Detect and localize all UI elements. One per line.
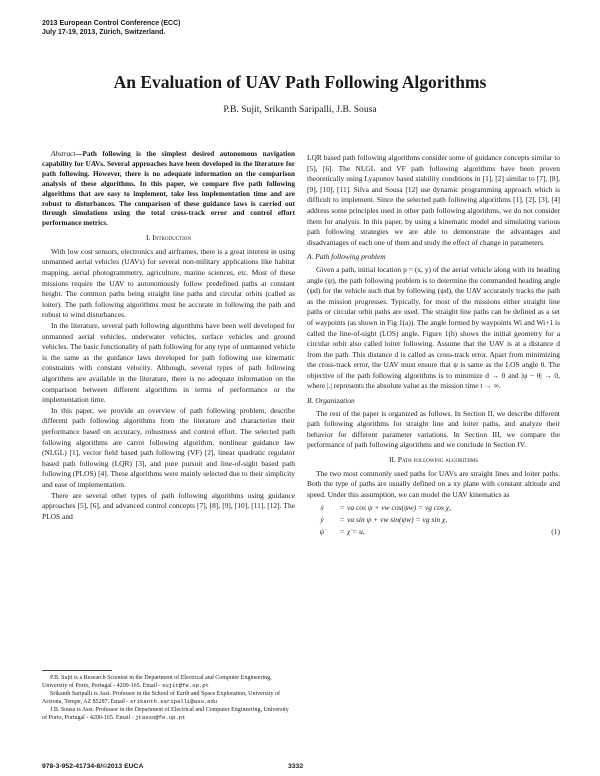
footnote: Srikanth Saripalli is Asst. Professor in the School of Earth and Space Exploration, University of Arizona, Tempe, AZ 85287. Email - srikanth.saripalli@asu.edu	[42, 691, 280, 706]
paper-authors: P.B. Sujit, Srikanth Saripalli, J.B. Sousa	[223, 104, 377, 115]
conference-date-place: July 17-19, 2013, Zürich, Switzerland.	[42, 29, 166, 36]
section-heading-introduction: I. Introduction	[146, 233, 191, 243]
organization-paragraph: The rest of the paper is organized as follows. In Section II, we describe different path following algorithms for straight line and loiter paths, and analyze their behavior for different parameter variations. In Section III, we compare the performance of path following algorithms and we conclude in Section IV.	[307, 408, 560, 450]
section-heading-path-following-algorithms: II. Path following algorithms	[388, 455, 479, 465]
intro-paragraph: There are several other types of path following algorithms using guidance approaches [5], [6], and advanced control concepts [7], [8], [9], [10], [11], [12]. The PLOS and	[42, 490, 295, 521]
conference-header	[42, 19, 180, 37]
intro-paragraph: With low cost sensors, electronics and airframes, there is a great interest in using unmanned aerial vehicles (UAVs) for several non-military applications like habitat mapping, aerial photogrammetry, agriculture, marine sciences, etc. Most of these missions require the UAV to autonomously follow predefined paths at constant height. The common paths being straight line paths and circular orbits (called as loiter). The path following algorithms must be accurate in following the path and robust to wind disturbances.	[42, 246, 295, 320]
email-label: Email -	[110, 699, 129, 706]
paper-title: An Evaluation of UAV Path Following Algorithms	[113, 72, 487, 92]
equation-lhs: ẋ	[320, 503, 324, 513]
kinematics-equation	[307, 502, 560, 538]
abstract	[42, 150, 295, 229]
equation-lhs: ẏ	[320, 515, 324, 525]
equation-number: (1)	[551, 527, 560, 537]
left-column	[42, 150, 295, 522]
email-label: Email -	[115, 715, 134, 722]
equation-relation: =	[339, 503, 345, 513]
equation-number	[544, 514, 560, 526]
equation-relation: =	[339, 515, 345, 525]
isbn-copyright: 978-3-952-41734-8/©2013 EUCA	[42, 763, 144, 770]
author-footnotes	[42, 670, 295, 723]
section2-paragraph: The two most commonly used paths for UAVs are straight lines and loiter paths. Both the type of paths are usually defined on a xy plane with constant altitude and speed. Under this assumption, we can model the UAV kinematics as	[307, 468, 560, 499]
equation-relation: =	[339, 527, 345, 537]
author-email-link[interactable]: sujit@fe.up.pt	[162, 682, 209, 690]
footnote: P.B. Sujit is a Research Scientist in the Department of Electrical and Computer Engineering, University of Porto, Portugal - 4200-165. Email - sujit@fe.up.pt	[42, 675, 272, 690]
abstract-text: —Path following is the simplest desired autonomous navigation capability for UAVs. Several approaches have been developed in the literature for path following. However, there is no adequate information on the comparison analysis of these algorithms. In this paper, we compare five path following algorithms that are easy to implement, take less implementation time and are robust to disturbances. The comparison of these guidance laws is carried out through simulations using the total cross-track error and control effort performance metrics.	[42, 150, 295, 228]
abstract-label: Abstract	[51, 150, 76, 158]
intro-paragraph: In this paper, we provide an overview of path following problem, describe different path following algorithms from the literature and characterize their performance based on accuracy, robustness and control effort. The selected path following algorithms are carrot following algorithm, nonlinear guidance law (NLGL) [1], vector field based path following (VF) [2], linear quadratic regulator based path following (LQR) [3], and pure pursuit and line-of-sight based path following (PLOS) [4]. These algorithms were mainly selected due to their simplicity and ease of implementation.	[42, 405, 295, 489]
author-email-link[interactable]: srikanth.saripalli@asu.edu	[129, 698, 218, 706]
subsection-heading-organization: B. Organization	[307, 396, 355, 406]
equation-rhs: va cos ψ + vw cos(ψw) = vg cos χ,	[347, 503, 451, 513]
author-email-link[interactable]: jtasso@fe.up.pt	[135, 714, 186, 722]
page-number: 3332	[288, 763, 304, 770]
equation-rhs: va sin ψ + vw sin(ψw) = vg sin χ,	[347, 515, 448, 525]
equation-number	[544, 502, 560, 514]
conference-name: 2013 European Control Conference (ECC)	[42, 20, 181, 27]
footnote-rule	[42, 670, 112, 671]
problem-paragraph: Given a path, initial location p = (x, y) of the aerial vehicle along with its heading angle (ψ), the path following problem is to determine the commanded heading angle (ψd) for the vehicle such that by following (ψd), the UAV accurately tracks the path as the mission progresses. Typically, for most of the missions either straight line paths or circular orbit paths are used. The straight line paths can be defined as a set of waypoints (as shown in Fig 1(a)). The angle formed by waypoints Wi and Wi+1 is called the line-of-sight (LOS) angle. Figure 1(b) shows the initial geometry for a circular orbit also called loiter following. Assume that the UAV is at a distance d from the path. This distance d is called as cross-track error. Apart from minimizing the cross-track error, the UAV must ensure that ψ is same as the LOS angle θ. The objective of the path following algorithms is to minimize d → 0 and |ψ − θ| → 0, where |.| represents the absolute value as the mission time t → ∞.	[307, 264, 560, 391]
footnote: J.B. Sousa is Asst. Professor in the Department of Electrical and Computer Engineering, University of Porto, Portugal - 4200-165. Email - jtasso@fe.up.pt	[42, 707, 289, 722]
equation-lhs: ψ̇	[319, 527, 325, 537]
intro-continued-paragraph: LQR based path following algorithms consider some of guidance concepts similar to [5], [6]. The NLGL and VF path following algorithms have been proven theoretically using Lyapunov based stability conditions in [1], [2] similar to [7], [8], [9], [10], [11]. Silva and Sousa [12] use dynamic programming approach which is difficult to implement. Since the selected path following algorithms [1], [2], [3], [4] address some principles used in other path following algorithms, we do not consider them for analysis. In this paper, by using a kinematic model and simulating various path following strategies we are able to demonstrate the advantages and disadvantages of each one of them and study the effect of change in parameters.	[307, 153, 560, 247]
equation-rhs: χ̇ = u,	[347, 527, 365, 537]
right-column	[307, 153, 560, 538]
intro-paragraph: In the literature, several path following algorithms have been well developed for unmanned aerial vehicles, underwater vehicles, surface vehicles and ground vehicles. The basic functionality of path following for any type of unmanned vehicle is the same as the guidance laws developed for path following use kinematic constraints with constant velocity. Although, several types of path following algorithms are available in the literature, there is no adequate information on the comparison between different algorithms in terms of performance or the implementation time.	[42, 321, 295, 405]
email-label: Email -	[142, 683, 161, 690]
subsection-heading-path-following-problem: A. Path following problem	[307, 252, 386, 262]
